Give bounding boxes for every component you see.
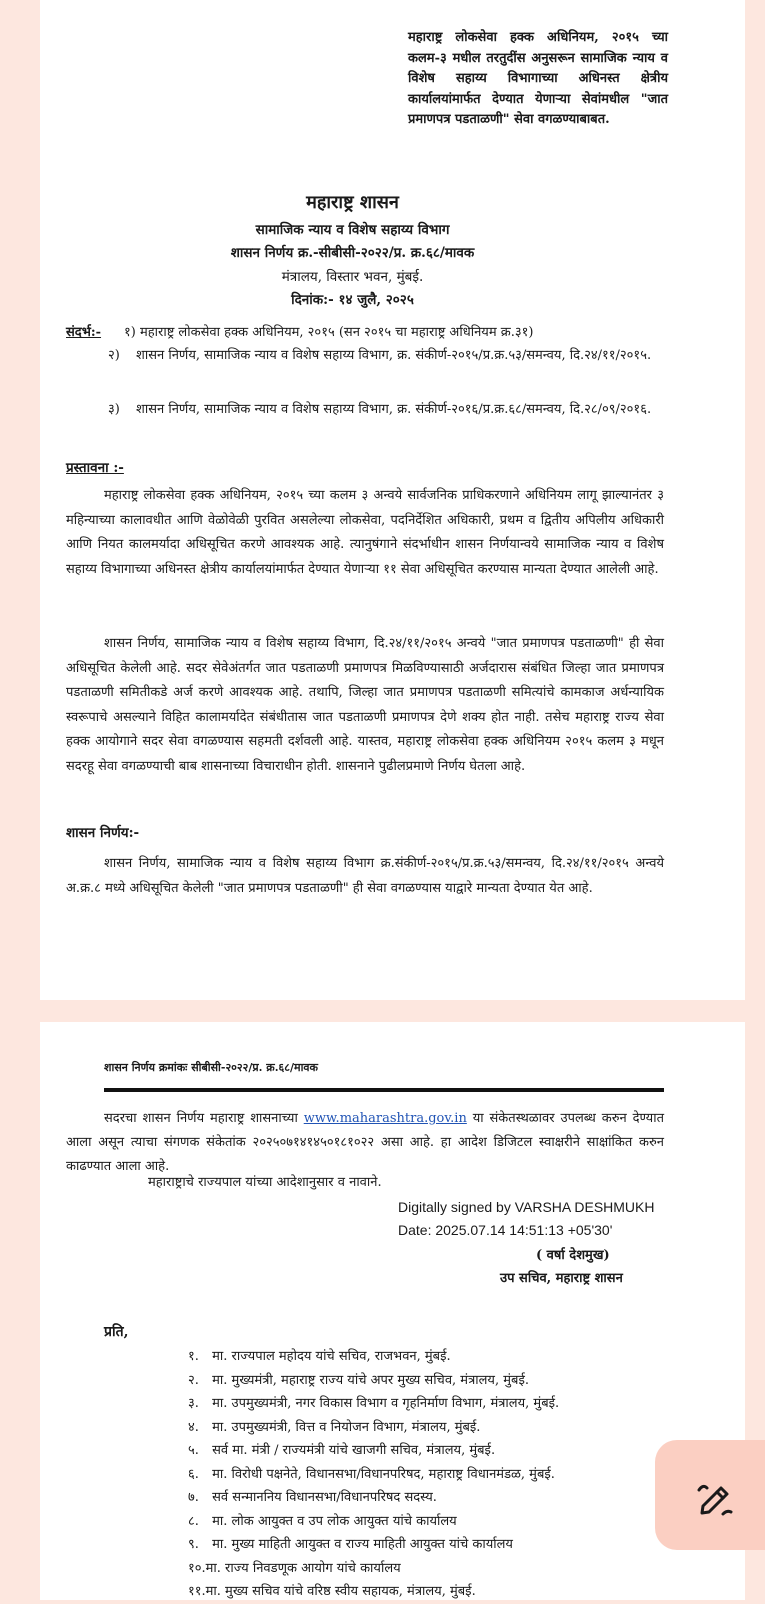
list-item — [188, 1439, 658, 1463]
date: दिनांक:- १४ जुलै, २०२५ — [291, 292, 414, 308]
list-text: सर्व मा. मंत्री / राज्यमंत्री यांचे खाजगी सचिव, मंत्रालय, मुंबई. — [212, 1443, 496, 1458]
list-item — [188, 1392, 658, 1416]
decision-paragraph: शासन निर्णय, सामाजिक न्याय व विशेष सहाय्य विभाग क्र.संकीर्ण-२०१५/प्र.क्र.५३/समन्वय, दि.२४/११/२०१५ अन्वये अ.क्र.८ मध्ये अधिसूचित केलेली "जात प्रमाणपत्र पडताळणी" ही सेवा वगळण्यास याद्वारे मान्यता देण्यात येत आहे. — [66, 856, 664, 896]
reference-number: १) — [124, 325, 136, 340]
list-item — [188, 1533, 658, 1557]
preamble-paragraph-1: महाराष्ट्र लोकसेवा हक्क अधिनियम, २०१५ च्या कलम ३ अन्वये सार्वजनिक प्राधिकरणाने अधिनियम लागू झाल्यानंतर ३ महिन्याच्या कालावधीत आणि वेळोवेळी पुरवित असलेल्या लोकसेवा, पदनिर्देशित अधिकारी, प्रथम व द्वितीय अपिलीय अधिकारी आणि नियत कालमर्यादा अधिसूचित करणे आवश्यक आहे. त्यानुषंगाने संदर्भाधीन शासन निर्णयान्वये सामाजिक न्याय व विशेष सहाय्य विभागाच्या अधिनस्त क्षेत्रीय कार्यालयांमार्फत देण्यात येणाऱ्या ११ सेवा अधिसूचित करण्यास मान्यता देण्यात आलेली आहे. — [66, 488, 664, 577]
preamble-heading: प्रस्तावना :- — [66, 460, 124, 476]
list-text: मा. राज्यपाल महोदय यांचे सचिव, राजभवन, मुंबई. — [212, 1349, 451, 1364]
list-item — [188, 1486, 658, 1510]
availability-text-start: सदरचा शासन निर्णय महाराष्ट्र शासनाच्या — [104, 1111, 298, 1126]
list-number: ९. — [188, 1537, 199, 1552]
availability-text-end: या संकेतस्थळावर उपलब्ध करुन देण्यात आला असून त्याचा संगणक संकेतांक २०२५०७१४१४५०१८१०२२ असा आहे. हा आदेश डिजिटल स्वाक्षरीने साक्षांकित करुन काढण्यात आला आहे. — [66, 1111, 664, 1174]
signatory-name: ( वर्षा देशमुख) — [536, 1248, 610, 1263]
list-number: ६. — [188, 1466, 199, 1482]
list-number: ८. — [188, 1513, 199, 1529]
reference-text: शासन निर्णय, सामाजिक न्याय व विशेष सहाय्य विभाग, क्र. संकीर्ण-२०१६/प्र.क्र.६८/समन्वय, दि.२८/०९/२०१६. — [136, 402, 652, 417]
list-number: २. — [188, 1372, 199, 1388]
list-item — [188, 1557, 658, 1581]
gr-number: शासन निर्णय क्र.-सीबीसी-२०२२/प्र. क्र.६८/मावक — [230, 245, 475, 261]
list-item — [188, 1416, 658, 1440]
signature-date: Date: 2025.07.14 14:51:13 +05'30' — [398, 1222, 613, 1238]
reference-2 — [108, 343, 663, 368]
list-text: मा. लोक आयुक्त व उप लोक आयुक्त यांचे कार्यालय — [212, 1513, 457, 1529]
recipient-list — [188, 1345, 658, 1604]
list-item — [188, 1369, 658, 1393]
preamble-paragraph-2: शासन निर्णय, सामाजिक न्याय व विशेष सहाय्य विभाग, दि.२४/११/२०१५ अन्वये "जात प्रमाणपत्र पडताळणी" ही सेवा अधिसूचित केलेली आहे. सदर सेवेअंतर्गत जात पडताळणी प्रमाणपत्र मिळविण्यासाठी अर्जदारास संबंधित जिल्हा जात प्रमाणपत्र पडताळणी समितीकडे अर्ज करणे आवश्यक आहे. तथापि, जिल्हा जात प्रमाणपत्र पडताळणी समित्यांचे कामकाज अर्धन्यायिक स्वरूपाचे असल्याने विहित कालामर्यादेत संबंधीतास जात पडताळणी प्रमाणपत्र देणे शक्य होत नाही. तसेच महाराष्ट्र राज्य सेवा हक्क आयोगाने सदर सेवा वगळण्यास सहमती दर्शवली आहे. यास्तव, महाराष्ट्र लोकसेवा हक्क अधिनियम २०१५ कलम ३ मधून सदरहू सेवा वगळण्याची बाब शासनाच्या विचाराधीन होती. शासनाने पुढीलप्रमाणे निर्णय घेतला आहे. — [66, 636, 664, 774]
availability-paragraph — [66, 1107, 664, 1179]
list-text: मा. विरोधी पक्षनेते, विधानसभा/विधानपरिषद, महाराष्ट्र विधानमंडळ, मुंबई. — [212, 1466, 555, 1482]
references-label: संदर्भ:- — [66, 325, 102, 340]
list-item — [188, 1463, 658, 1487]
digital-signature: Digitally signed by VARSHA DESHMUKH — [398, 1199, 655, 1215]
list-text: मा. राज्य निवडणूक आयोग यांचे कार्यालय — [205, 1560, 401, 1576]
reference-number: ३) — [108, 402, 120, 417]
list-text: मा. उपमुख्यमंत्री, वित्त व नियोजन विभाग, मंत्रालय, मुंबई. — [212, 1419, 481, 1435]
list-text: मा. मुख्यमंत्री, महाराष्ट्र राज्य यांचे अपर मुख्य सचिव, मंत्रालय, मुंबई. — [212, 1372, 529, 1388]
edit-pencil-icon — [693, 1476, 737, 1520]
list-item — [188, 1345, 658, 1369]
list-number: १. — [188, 1349, 199, 1364]
list-text: मा. उपमुख्यमंत्री, नगर विकास विभाग व गृहनिर्माण विभाग, मंत्रालय, मुंबई. — [212, 1396, 560, 1411]
place: मंत्रालय, विस्तार भवन, मुंबई. — [281, 269, 424, 285]
list-text: मा. मुख्य सचिव यांचे वरिष्ठ स्वीय सहायक, मंत्रालय, मुंबई. — [205, 1584, 476, 1599]
signatory-designation: उप सचिव, महाराष्ट्र शासन — [500, 1271, 623, 1286]
list-item — [188, 1510, 658, 1534]
edit-fab-button[interactable] — [655, 1440, 765, 1550]
header-divider — [104, 1088, 664, 1092]
to-label: प्रति, — [104, 1324, 129, 1340]
subject-text: महाराष्ट्र लोकसेवा हक्क अधिनियम, २०१५ च्या कलम-३ मधील तरतुदींस अनुसरून सामाजिक न्याय व विशेष सहाय्य विभागाच्या अधिनस्त क्षेत्रीय कार्यालयांमार्फत देण्यात येणाऱ्या सेवांमधील "जात प्रमाणपत्र पडताळणी" सेवा वगळण्याबाबत. — [408, 30, 668, 127]
decision-heading: शासन निर्णय:- — [66, 825, 140, 841]
website-link[interactable]: www.maharashtra.gov.in — [303, 1111, 467, 1126]
reference-1 — [124, 322, 664, 340]
reference-text: महाराष्ट्र लोकसेवा हक्क अधिनियम, २०१५ (सन २०१५ चा महाराष्ट्र अधिनियम क्र.३१) — [139, 325, 534, 340]
list-text: मा. मुख्य माहिती आयुक्त व राज्य माहिती आयुक्त यांचे कार्यालय — [212, 1537, 513, 1552]
reference-text: शासन निर्णय, सामाजिक न्याय व विशेष सहाय्य विभाग, क्र. संकीर्ण-२०१५/प्र.क्र.५३/समन्वय, दि.२४/११/२०१५. — [136, 348, 652, 363]
list-text: सर्व सन्माननिय विधानसभा/विधानपरिषद सदस्य. — [212, 1490, 437, 1505]
list-number: ११. — [188, 1584, 206, 1599]
list-number: ४. — [188, 1419, 199, 1435]
list-number: १०. — [188, 1560, 206, 1576]
order-line: महाराष्ट्राचे राज्यपाल यांच्या आदेशानुसार व नावाने. — [148, 1175, 382, 1190]
gr-reference-header: शासन निर्णय क्रमांकः सीबीसी-२०२२/प्र. क्र.६८/मावक — [104, 1061, 318, 1074]
department-name: सामाजिक न्याय व विशेष सहाय्य विभाग — [255, 222, 450, 238]
list-number: ५. — [188, 1443, 199, 1458]
list-number: ७. — [188, 1490, 199, 1505]
list-number: ३. — [188, 1396, 199, 1411]
government-title: महाराष्ट्र शासन — [306, 192, 399, 213]
reference-number: २) — [108, 348, 120, 363]
reference-3 — [108, 397, 663, 422]
